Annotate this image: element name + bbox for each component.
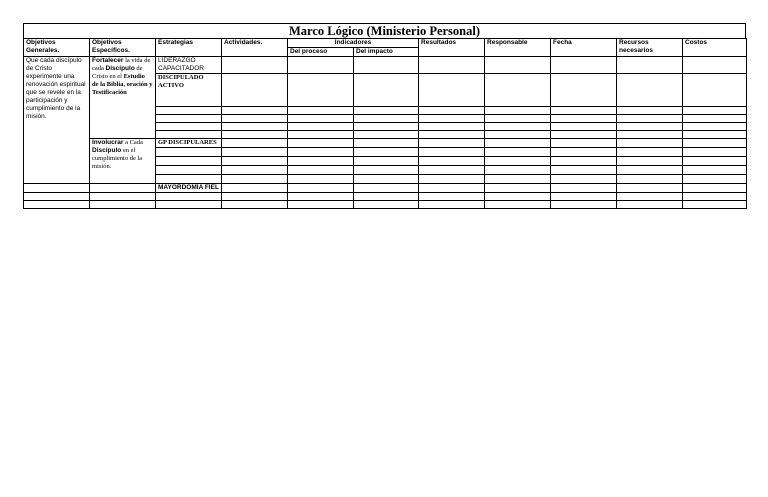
cell	[288, 166, 354, 175]
cell	[683, 201, 747, 209]
cell	[222, 57, 288, 74]
cell	[156, 201, 222, 209]
header-estrategias: Estrategias	[156, 39, 222, 57]
cell	[617, 139, 683, 148]
cell	[419, 115, 485, 123]
cell	[683, 115, 747, 123]
cell	[683, 148, 747, 157]
cell	[551, 74, 617, 107]
cell	[90, 201, 156, 209]
cell	[617, 74, 683, 107]
cell	[288, 57, 354, 74]
cell	[156, 175, 222, 184]
cell	[485, 131, 551, 139]
cell	[156, 148, 222, 157]
cell	[617, 115, 683, 123]
cell	[617, 107, 683, 115]
cell	[354, 123, 419, 131]
cell	[419, 175, 485, 184]
cell	[551, 139, 617, 148]
logical-framework-table	[23, 38, 747, 209]
cell	[222, 115, 288, 123]
cell	[617, 148, 683, 157]
cell	[222, 131, 288, 139]
obj1-emphasis: Estudio de la Biblia, oración y Testificación	[92, 73, 153, 96]
cell	[551, 131, 617, 139]
cell	[288, 115, 354, 123]
cell	[683, 57, 747, 74]
cell	[683, 139, 747, 148]
cell	[222, 184, 288, 193]
cell	[222, 107, 288, 115]
cell	[222, 175, 288, 184]
header-objetivos-especificos: Objetivos Específicos.	[90, 39, 156, 57]
cell	[419, 201, 485, 209]
cell	[617, 123, 683, 131]
cell	[288, 157, 354, 166]
header-indicadores: Indicadores	[288, 39, 419, 48]
cell	[485, 184, 551, 193]
strategy-liderazgo: LIDERAZGO CAPACITADOR	[156, 57, 222, 74]
obj2-word: Discípulo	[92, 147, 122, 154]
cell	[485, 157, 551, 166]
cell	[354, 184, 419, 193]
cell	[222, 123, 288, 131]
cell	[419, 131, 485, 139]
strategy-mayordomia: MAYORDOMÍA FIEL	[156, 184, 222, 193]
cell	[90, 193, 156, 201]
cell	[288, 184, 354, 193]
cell	[354, 175, 419, 184]
obj2-text-a: a Cada	[123, 139, 143, 146]
cell	[222, 157, 288, 166]
obj1-text-a: la vida de cada	[92, 57, 151, 72]
cell	[24, 201, 90, 209]
cell	[551, 148, 617, 157]
obj2-verb: Involucrar	[92, 139, 124, 146]
table-row	[24, 57, 747, 74]
cell	[551, 166, 617, 175]
cell	[222, 166, 288, 175]
cell	[419, 57, 485, 74]
cell	[419, 107, 485, 115]
strategy-gp-discipulares: GP DISCIPULARES	[156, 139, 222, 148]
cell	[485, 148, 551, 157]
cell	[617, 201, 683, 209]
cell	[24, 193, 90, 201]
cell	[354, 131, 419, 139]
cell	[683, 131, 747, 139]
specific-objective-1	[90, 57, 156, 139]
cell	[683, 193, 747, 201]
cell	[354, 57, 419, 74]
cell	[288, 201, 354, 209]
cell	[288, 74, 354, 107]
table-row	[24, 139, 747, 148]
cell	[288, 148, 354, 157]
cell	[551, 123, 617, 131]
table-row	[24, 184, 747, 193]
cell	[683, 166, 747, 175]
cell	[354, 115, 419, 123]
cell	[419, 139, 485, 148]
header-responsable: Responsable	[485, 39, 551, 57]
table-row	[24, 201, 747, 209]
cell	[617, 157, 683, 166]
header-del-impacto: Del impacto	[354, 48, 419, 57]
table-row	[24, 193, 747, 201]
cell	[222, 74, 288, 107]
cell	[24, 184, 90, 193]
cell	[288, 107, 354, 115]
header-resultados: Resultados	[419, 39, 485, 57]
cell	[419, 184, 485, 193]
cell	[485, 193, 551, 201]
header-costos: Costos	[683, 39, 747, 57]
cell	[683, 74, 747, 107]
cell	[156, 166, 222, 175]
document-title: Marco Lógico (Ministerio Personal)	[23, 23, 746, 38]
strategy-discipulado: DISCIPULADO ACTIVO	[156, 74, 222, 107]
cell	[90, 184, 156, 193]
cell	[354, 148, 419, 157]
cell	[617, 57, 683, 74]
obj1-verb: Fortalecer	[92, 57, 124, 64]
cell	[354, 193, 419, 201]
cell	[485, 166, 551, 175]
cell	[288, 193, 354, 201]
header-recursos: Recursos necesarios	[617, 39, 683, 57]
cell	[617, 131, 683, 139]
header-objetivos-generales: Objetivos Generales.	[24, 39, 90, 57]
header-row	[24, 39, 747, 48]
cell	[419, 193, 485, 201]
cell	[551, 57, 617, 74]
cell	[551, 107, 617, 115]
specific-objective-2	[90, 139, 156, 184]
cell	[617, 184, 683, 193]
cell	[156, 131, 222, 139]
cell	[156, 193, 222, 201]
cell	[485, 74, 551, 107]
cell	[354, 157, 419, 166]
cell	[354, 201, 419, 209]
cell	[156, 115, 222, 123]
cell	[683, 157, 747, 166]
cell	[485, 57, 551, 74]
cell	[288, 139, 354, 148]
cell	[222, 139, 288, 148]
cell	[485, 107, 551, 115]
cell	[485, 175, 551, 184]
cell	[222, 193, 288, 201]
cell	[683, 107, 747, 115]
header-del-proceso: Del proceso	[288, 48, 354, 57]
cell	[419, 74, 485, 107]
cell	[419, 123, 485, 131]
obj2-text-b: en el cumplimiento de la misión.	[92, 147, 143, 170]
general-objective-cell: Que cada discípulo de Cristo experimente una renovación espiritual que se revele en la participación y cumplimiento de la misión.	[24, 57, 90, 184]
obj1-text-b: de Cristo en el	[92, 65, 143, 80]
cell	[485, 123, 551, 131]
cell	[354, 139, 419, 148]
header-fecha: Fecha	[551, 39, 617, 57]
header-actividades: Actividades.	[222, 39, 288, 57]
cell	[354, 166, 419, 175]
cell	[288, 123, 354, 131]
cell	[222, 148, 288, 157]
cell	[354, 74, 419, 107]
cell	[551, 175, 617, 184]
cell	[617, 193, 683, 201]
cell	[354, 107, 419, 115]
cell	[551, 184, 617, 193]
cell	[419, 166, 485, 175]
cell	[288, 175, 354, 184]
cell	[419, 157, 485, 166]
cell	[683, 175, 747, 184]
cell	[156, 107, 222, 115]
obj1-word: Discípulo	[105, 65, 135, 72]
cell	[156, 123, 222, 131]
cell	[485, 201, 551, 209]
cell	[485, 115, 551, 123]
cell	[288, 131, 354, 139]
cell	[222, 201, 288, 209]
cell	[485, 139, 551, 148]
cell	[156, 157, 222, 166]
cell	[551, 193, 617, 201]
cell	[683, 184, 747, 193]
cell	[617, 166, 683, 175]
cell	[683, 123, 747, 131]
cell	[551, 201, 617, 209]
cell	[419, 148, 485, 157]
cell	[617, 175, 683, 184]
cell	[551, 157, 617, 166]
logical-framework-sheet	[23, 23, 746, 209]
cell	[551, 115, 617, 123]
